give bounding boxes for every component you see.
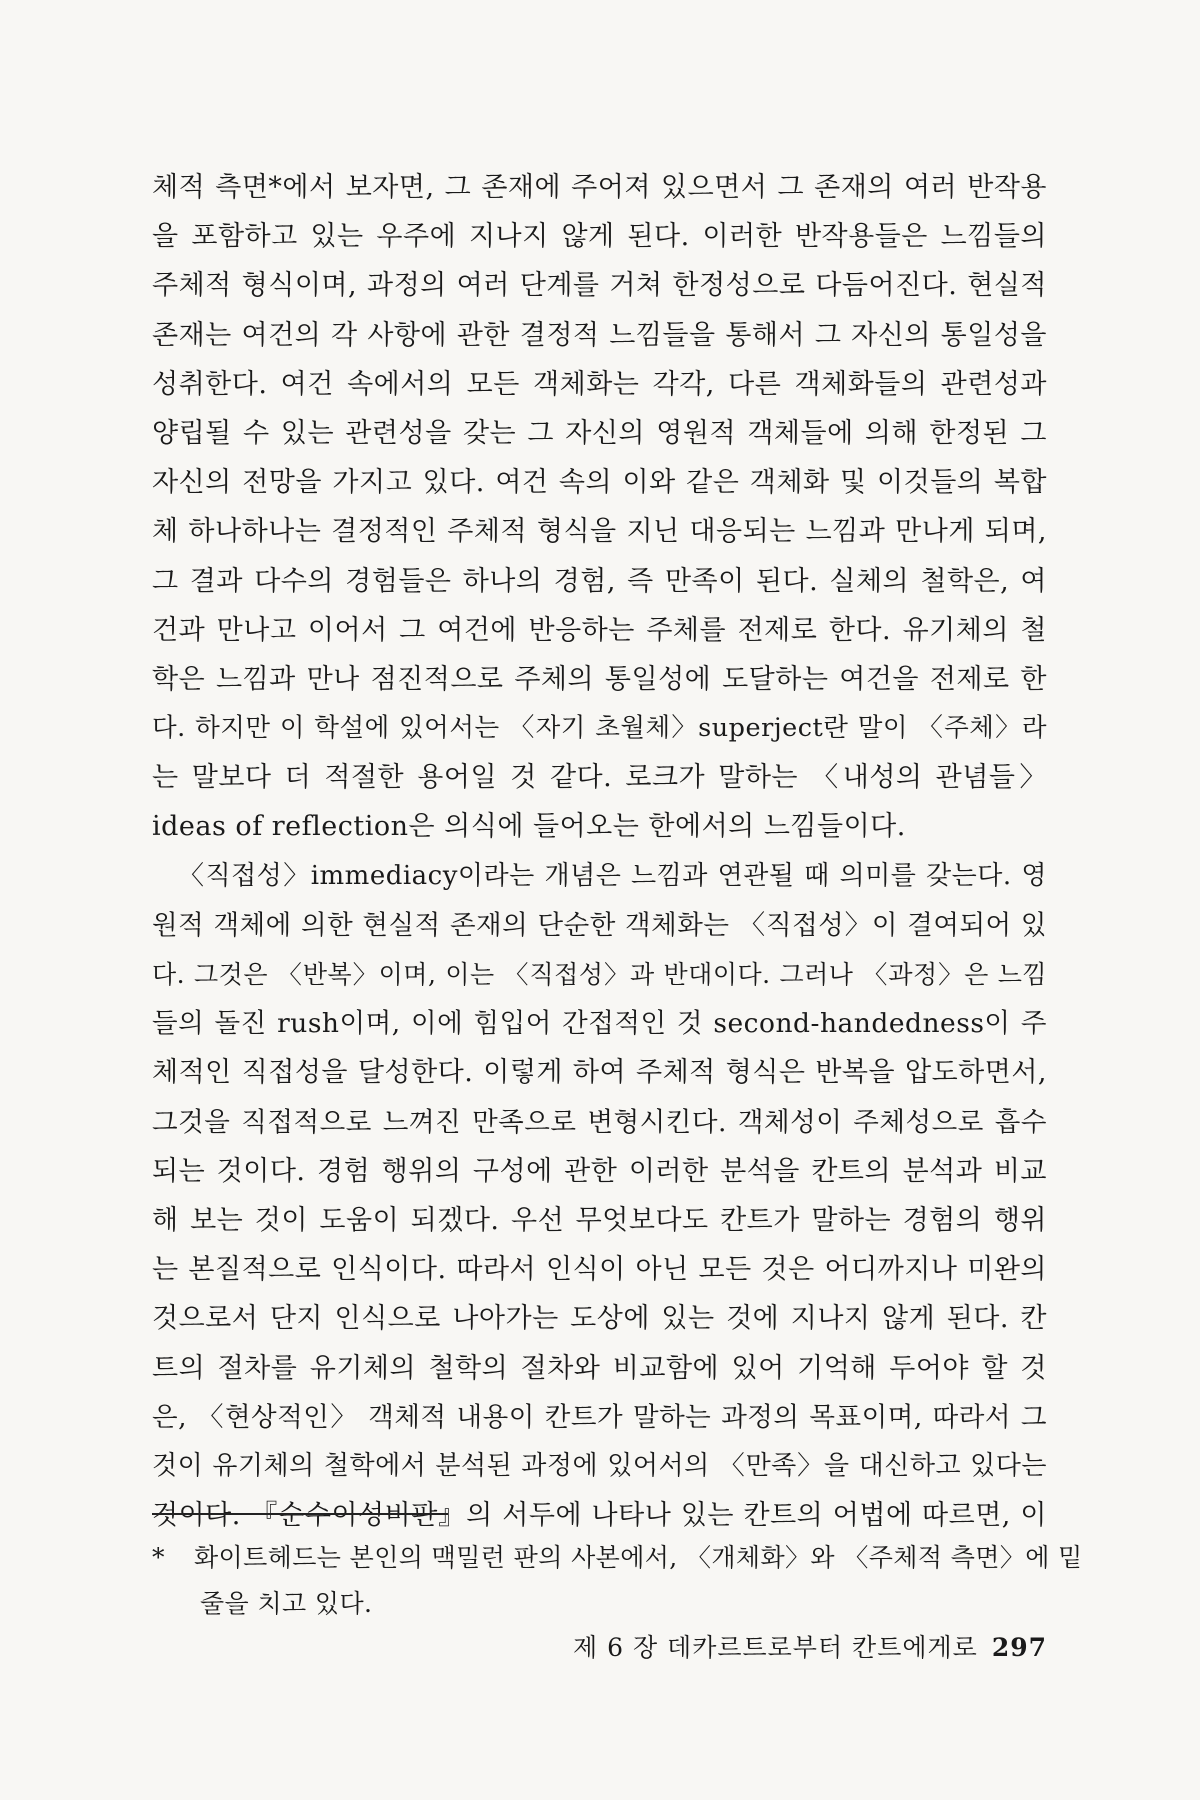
- text-line: 학은 느낌과 만나 점진적으로 주체의 통일성에 도달하는 여건을 전제로 한: [152, 663, 1047, 695]
- footnote-divider: [152, 1513, 448, 1515]
- footnote: [152, 1535, 1083, 1627]
- text-line: 은, 〈현상적인〉 객체적 내용이 칸트가 말하는 과정의 목표이며, 따라서 그: [152, 1401, 1047, 1433]
- text-line: 체적인 직접성을 달성한다. 이렇게 하여 주체적 형식은 반복을 압도하면서,: [152, 1057, 1047, 1089]
- footnote-mark: *: [152, 1543, 165, 1572]
- footnote-line: 줄을 치고 있다.: [200, 1589, 373, 1618]
- text-line: 들의 돌진 rush이며, 이에 힘입어 간접적인 것 second-handedness이 주: [152, 1008, 1047, 1040]
- text-line: 양립될 수 있는 관련성을 갖는 그 자신의 영원적 객체들에 의해 한정된 그: [152, 417, 1047, 449]
- text-line: 체적 측면*에서 보자면, 그 존재에 주어져 있으면서 그 존재의 여러 반작용: [152, 172, 1047, 203]
- text-line: 그것을 직접적으로 느껴진 만족으로 변형시킨다. 객체성이 주체성으로 흡수: [152, 1106, 1047, 1138]
- footnote-text: 화이트헤드는 본인의 맥밀런 판의 사본에서, 〈개체화〉와 〈주체적 측면〉에 밑: [194, 1543, 1083, 1572]
- text-line: 되는 것이다. 경험 행위의 구성에 관한 이러한 분석을 칸트의 분석과 비교: [152, 1155, 1047, 1187]
- text-line: 다. 하지만 이 학설에 있어서는 〈자기 초월체〉superject란 말이 〈주체〉라: [152, 713, 1047, 744]
- text-line: 존재는 여건의 각 사항에 관한 결정적 느낌들을 통해서 그 자신의 통일성을: [152, 319, 1047, 351]
- text-line: 것으로서 단지 인식으로 나아가는 도상에 있는 것에 지나지 않게 된다. 칸: [152, 1303, 1047, 1335]
- text-line: 해 보는 것이 도움이 되겠다. 우선 무엇보다도 칸트가 말하는 경험의 행위: [152, 1204, 1047, 1236]
- text-line: 을 포함하고 있는 우주에 지나지 않게 된다. 이러한 반작용들은 느낌들의: [152, 221, 1047, 253]
- page-number: 297: [991, 1633, 1047, 1662]
- text-line: 것이 유기체의 철학에서 분석된 과정에 있어서의 〈만족〉을 대신하고 있다는: [152, 1450, 1047, 1481]
- footnote-line: [152, 1535, 1083, 1581]
- text-line: 트의 절차를 유기체의 철학의 절차와 비교함에 있어 기억해 두어야 할 것: [152, 1352, 1047, 1384]
- text-line: 다. 그것은 〈반복〉이며, 이는 〈직접성〉과 반대이다. 그러나 〈과정〉은 느낌: [152, 960, 1047, 989]
- text-line-paragraph-start: 〈직접성〉immediacy이라는 개념은 느낌과 연관될 때 의미를 갖는다. 영: [178, 860, 1047, 891]
- text-line: 성취한다. 여건 속에서의 모든 객체화는 각각, 다른 객체화들의 관련성과: [152, 368, 1047, 400]
- text-line: 체 하나하나는 결정적인 주체적 형식을 지닌 대응되는 느낌과 만나게 되며,: [152, 516, 1047, 548]
- text-line: 자신의 전망을 가지고 있다. 여건 속의 이와 같은 객체화 및 이것들의 복합: [152, 467, 1047, 499]
- text-line: 것이다. 『순수이성비판』의 서두에 나타나 있는 칸트의 어법에 따르면, 이: [152, 1500, 1047, 1532]
- text-line: 건과 만나고 이어서 그 여건에 반응하는 주체를 전제로 한다. 유기체의 철: [152, 614, 1047, 646]
- text-line: 는 말보다 더 적절한 용어일 것 같다. 로크가 말하는 〈내성의 관념들〉: [152, 762, 1047, 794]
- chapter-title: 제 6 장 데카르트로부터 칸트에게로: [573, 1633, 978, 1662]
- text-line: 는 본질적으로 인식이다. 따라서 인식이 아닌 모든 것은 어디까지나 미완의: [152, 1254, 1047, 1286]
- body-text: [152, 163, 1047, 1540]
- text-line: 원적 객체에 의한 현실적 존재의 단순한 객체화는 〈직접성〉이 결여되어 있: [152, 909, 1047, 941]
- text-line: 그 결과 다수의 경험들은 하나의 경험, 즉 만족이 된다. 실체의 철학은, 여: [152, 565, 1047, 597]
- running-footer: [573, 1628, 1047, 1664]
- text-line: 주체적 형식이며, 과정의 여러 단계를 거쳐 한정성으로 다듬어진다. 현실적: [152, 270, 1047, 302]
- text-line-paragraph-end: ideas of reflection은 의식에 들어오는 한에서의 느낌들이다.: [152, 811, 906, 843]
